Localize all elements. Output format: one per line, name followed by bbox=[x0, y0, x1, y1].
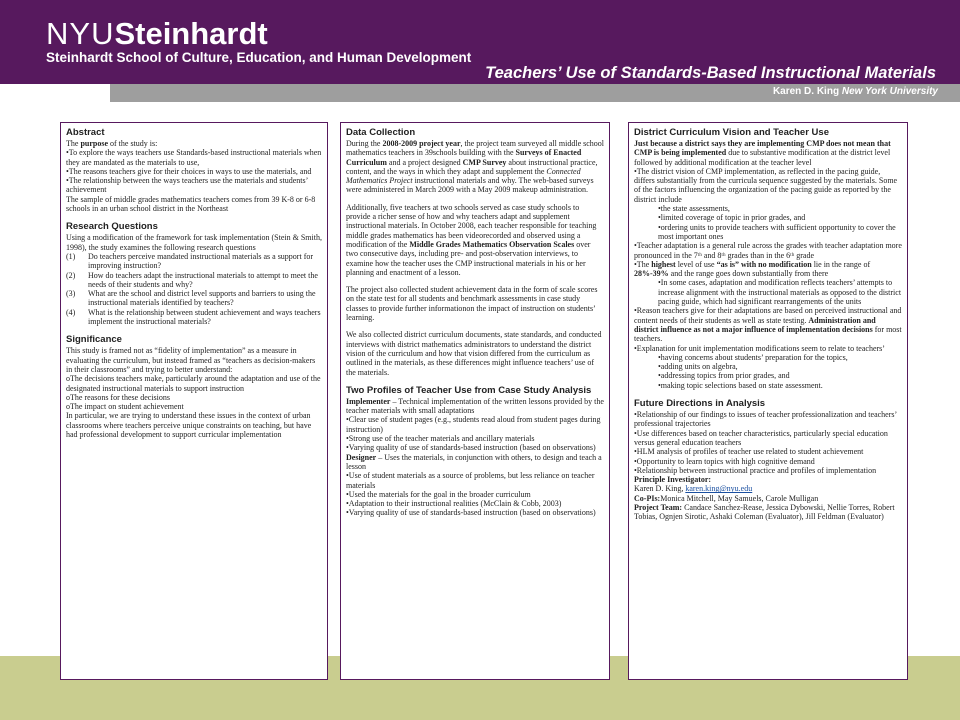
future-heading: Future Directions in Analysis bbox=[634, 398, 766, 410]
designer-profile: Designer – Uses the materials, in conjunction with others, to design and teach a lesson bbox=[346, 452, 602, 471]
poster-title: Teachers’ Use of Standards-Based Instructional Materials bbox=[485, 64, 936, 82]
profiles-heading: Two Profiles of Teacher Use from Case Study Analysis bbox=[346, 384, 592, 396]
future-item: •Relationship between instructional practice and profiles of implementation bbox=[634, 465, 877, 475]
header-banner bbox=[0, 0, 960, 84]
vision-subitem: •making topic selections based on state assessment. bbox=[658, 380, 823, 390]
vision-subitem: •the state assessments, bbox=[658, 204, 730, 214]
research-question: (4) What is the relationship between student achievement and ways teachers implement the instructional materials? bbox=[66, 307, 321, 327]
research-question: (2) How do teachers adapt the instructional materials to attempt to meet the needs of their students and why? bbox=[66, 270, 318, 289]
abstract-purpose: The purpose of the study is: bbox=[66, 139, 158, 148]
vision-subitem: •adding units on algebra, bbox=[658, 362, 738, 372]
future-item: •Opportunity to learn topics with high cognitive demand bbox=[634, 456, 815, 466]
abstract-item: •The relationship between the ways teachers use the materials and students’ achievement bbox=[66, 176, 308, 195]
profile-item: •Varying quality of use of standards-based instruction (based on observations) bbox=[346, 443, 596, 453]
research-heading: Research Questions bbox=[66, 221, 158, 233]
logo-steinhardt-text: Steinhardt bbox=[114, 16, 268, 51]
team-line: Project Team: Candace Sanchez-Rease, Jessica Dybowski, Nellie Torres, Robert Tobias, Ognjen Sirotic, Ashaki Coleman (Evaluator), Jill Feldman (Evaluator) bbox=[634, 502, 895, 522]
vision-subitem: •In some cases, adaptation and modification reflects teachers’ attempts to increase alignment with the instructional materials as opposed to the district pacing guide, which had significant rearrangements of the units bbox=[658, 278, 902, 307]
profile-item: •Clear use of student pages (e.g., students read aloud from student pages during instruction) bbox=[346, 415, 601, 434]
vision-subitem: •limited coverage of topic in prior grades, and bbox=[658, 213, 806, 223]
implementer-profile: Implementer – Technical implementation of the written lessons provided by the teacher materials with small adaptations bbox=[346, 396, 604, 416]
pi-line: Karen D. King, karen.king@nyu.edu bbox=[634, 484, 753, 494]
abstract-heading: Abstract bbox=[66, 127, 105, 138]
significance-text: This study is framed not as “fidelity of implementation” as a measure in evaluating the curriculum, but instead framed as “teachers as decision-makers in their classrooms” and trying to better understand: bbox=[66, 346, 316, 374]
significance-heading: Significance bbox=[66, 334, 122, 346]
author-line bbox=[773, 86, 938, 97]
column-right bbox=[628, 122, 908, 680]
abstract-sample: The sample of middle grades mathematics teachers comes from 39 K-8 or 6-8 schools in an urban school district in the Northeast bbox=[66, 194, 316, 214]
vision-subitem: •addressing topics from prior grades, and bbox=[658, 371, 790, 381]
abstract-item: •To explore the ways teachers use Standards-based instructional materials when they are mandated as the materials to use, bbox=[66, 148, 322, 167]
vision-heading: District Curriculum Vision and Teacher Use bbox=[634, 127, 829, 138]
significance-text: In particular, we are trying to understand these issues in the context of urban classrooms where teachers perceive unique constraints on teaching, but have had professional development to support curricular implementation bbox=[66, 411, 312, 440]
abstract-item: •The reasons teachers give for their choices in ways to use the materials, and bbox=[66, 166, 312, 176]
research-intro: Using a modification of the framework for task implementation (Stein & Smith, 1998), the study examines the following research questions bbox=[66, 233, 322, 252]
author-name: Karen D. King bbox=[772, 86, 840, 97]
column-middle bbox=[340, 122, 610, 680]
author-bar bbox=[110, 84, 960, 102]
left-side-band bbox=[0, 102, 50, 720]
profile-item: •Used the materials for the goal in the broader curriculum bbox=[346, 489, 531, 499]
vision-item: •The highest level of use “as is” with no modification lie in the range of 28%-39% and the range goes down substantially from there bbox=[634, 259, 871, 279]
pi-email-link[interactable]: karen.king@nyu.edu bbox=[685, 484, 753, 494]
data-collection-p2: Additionally, five teachers at two schools served as case study schools to provide a richer sense of how and why teachers adapt and supplement instructional materials. In October 2008, each teacher responsible for teaching middle grades mathematics has been videorecorded and observed using a modification of the Middle Grades Mathematics Observation Scales over two consecutive days, including pre- and post-observation interviews, to examine how the teacher uses the CMP instructional materials in his or her planning and enactment of a lesson. bbox=[346, 202, 597, 277]
data-collection-p4: We also collected district curriculum documents, state standards, and conducted interviews with district mathematics administrators to understand the district vision of the curriculum and how that vision differed from the curriculum as outlined in the materials, as these differences might influence teachers’ use of the materials. bbox=[346, 330, 602, 377]
future-item: •Relationship of our findings to issues of teacher professionalization and teachers’ professional trajectories bbox=[634, 410, 897, 429]
vision-item: •Reason teachers give for their adaptations are based on perceived instructional and content needs of their students as well as state testing. Administration and district influence as not a major influence of implementation decisions for most teachers. bbox=[634, 306, 902, 344]
research-question: (3) What are the school and district level supports and barriers to using the instructional materials identified by teachers? bbox=[66, 289, 316, 308]
vision-item: •Teacher adaptation is a general rule across the grades with teacher adaptation more pronounced in the 7ᵗʰ and 8ᵗʰ grades than in the 6ᵗʰ grade bbox=[634, 241, 902, 260]
profile-item: •Use of student materials as a source of problems, but less reliance on teacher materials bbox=[346, 471, 595, 490]
vision-item: •The district vision of CMP implementation, as reflected in the pacing guide, differs substantially from the curricula sequence suggested by the materials. Some of the factors influencing the organization of the pacing guide as reported by the district include bbox=[634, 166, 898, 204]
column-left bbox=[60, 122, 328, 680]
significance-item: oThe impact on student achievement bbox=[66, 402, 184, 412]
data-collection-heading: Data Collection bbox=[346, 127, 416, 138]
profile-item: •Adaptation to their instructional realities (McClain & Cobb, 2003) bbox=[346, 499, 562, 509]
future-item: •HLM analysis of profiles of teacher use related to student achievement bbox=[634, 447, 864, 457]
significance-item: oThe reasons for these decisions bbox=[66, 392, 170, 402]
copi-line: Co-PIs:Monica Mitchell, May Samuels, Carole Mulligan bbox=[634, 493, 819, 503]
significance-item: oThe decisions teachers make, particularly around the adaptation and use of the designated instructional materials to support instruction bbox=[66, 374, 321, 393]
vision-item: •Explanation for unit implementation modifications seem to relate to teachers’ bbox=[634, 343, 885, 353]
logo-nyu-text: NYU bbox=[46, 16, 115, 51]
data-collection-p3: The project also collected student achievement data in the form of scale scores on the state test for all students and benchmark assessments in case study classes to provide further informationon the impact of instruction on students’ learning. bbox=[346, 285, 598, 323]
pi-label: Principle Investigator: bbox=[634, 475, 712, 485]
profile-item: •Strong use of the teacher materials and ancillary materials bbox=[346, 434, 535, 444]
profile-item: •Varying quality of use of standards-based instruction (based on observations) bbox=[346, 508, 596, 518]
school-name: Steinhardt School of Culture, Education, and Human Development bbox=[46, 50, 472, 65]
vision-subitem: •ordering units to provide teachers with sufficient opportunity to cover the most important ones bbox=[658, 222, 896, 241]
future-item: •Use differences based on teacher characteristics, particularly special education versus general education teachers bbox=[634, 428, 888, 447]
author-affiliation: New York University bbox=[841, 86, 938, 97]
vision-p1: Just because a district says they are implementing CMP does not mean that CMP is being implemented due to substantive modification at the district level followed by additional modification at the teacher level bbox=[634, 139, 891, 167]
nyu-steinhardt-logo bbox=[46, 16, 268, 52]
vision-subitem: •having concerns about students’ preparation for the topics, bbox=[658, 352, 848, 362]
data-collection-p1: During the 2008-2009 project year, the project team surveyed all middle school mathematics teachers in 39schools building with the Surveys of Enacted Curriculum and a project designed CMP Survey about instructional practice, content, and the ways in which they adapt and supplement the Connected Mathematics Project instructional materials and why. The web-based surveys were administered in March 2009 with a May 2009 makeup administration. bbox=[346, 139, 605, 195]
research-question: (1) Do teachers perceive mandated instructional materials as a support for improving instruction? bbox=[66, 251, 314, 271]
